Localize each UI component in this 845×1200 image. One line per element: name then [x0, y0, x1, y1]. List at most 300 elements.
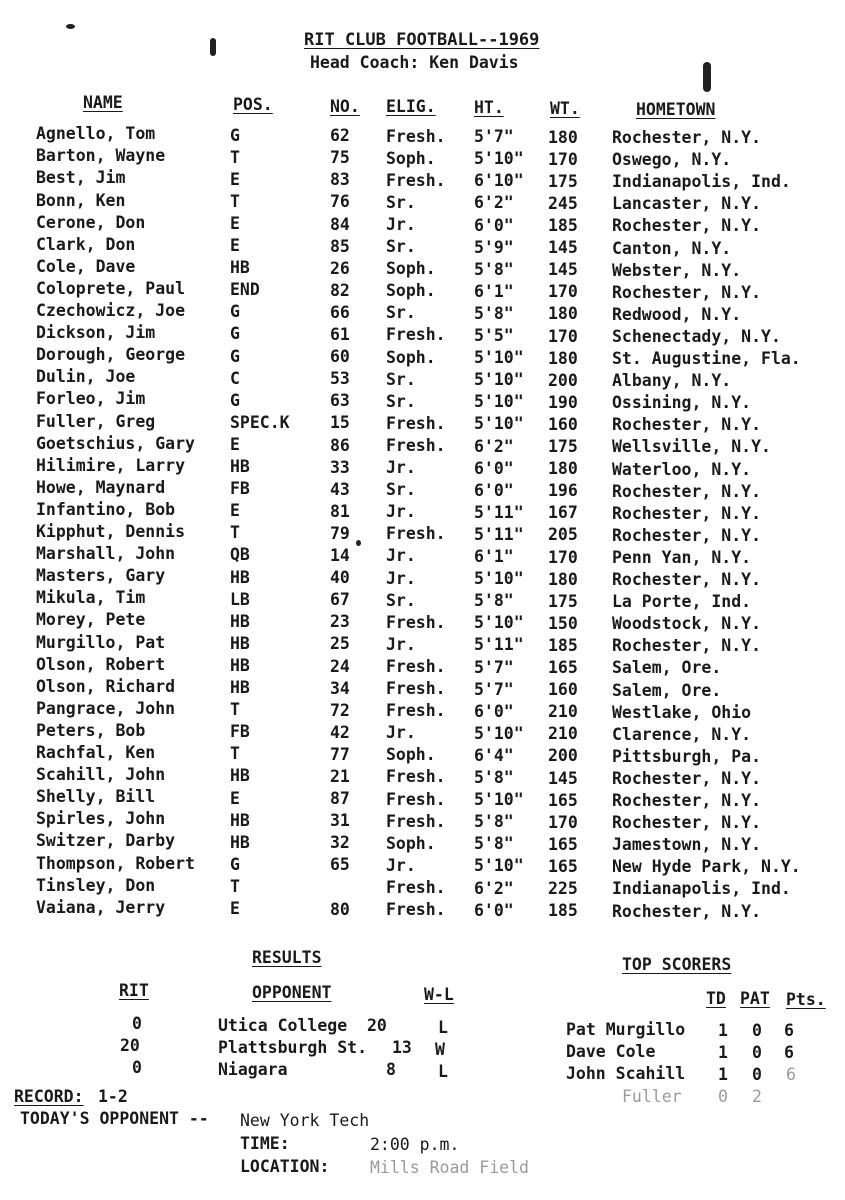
roster-cell-no: 34: [330, 678, 350, 698]
roster-cell-ht: 6'0": [474, 215, 514, 235]
roster-cell-no: 24: [330, 656, 350, 676]
roster-cell-wt: 170: [548, 547, 578, 567]
roster-cell-wt: 200: [548, 746, 578, 766]
roster-cell-wt: 200: [548, 370, 578, 390]
roster-cell-hometown: Indianapolis, Ind.: [612, 172, 791, 192]
roster-cell-no: 80: [330, 899, 350, 919]
roster-cell-no: 66: [330, 302, 350, 322]
roster-cell-name: Morey, Pete: [36, 610, 146, 630]
roster-cell-ht: 5'10": [474, 723, 524, 743]
roster-cell-name: Hilimire, Larry: [36, 455, 186, 475]
roster-cell-no: 82: [330, 280, 350, 300]
roster-row: [0, 145, 845, 170]
roster-cell-hometown: Wellsville, N.Y.: [612, 437, 771, 457]
roster-cell-ht: 5'11": [474, 635, 524, 655]
roster-cell-hometown: Lancaster, N.Y.: [612, 194, 762, 214]
roster-cell-name: Cole, Dave: [36, 256, 136, 276]
roster-row: [0, 830, 845, 855]
roster-row: [0, 808, 845, 833]
roster-cell-pos: FB: [230, 722, 250, 742]
roster-cell-name: Shelly, Bill: [36, 787, 156, 807]
roster-cell-wt: 180: [548, 304, 578, 324]
scorer-1-pts: 6: [784, 1021, 794, 1040]
roster-cell-no: 26: [330, 258, 350, 278]
header-no: NO.: [330, 97, 360, 116]
scorers-col-pts: Pts.: [786, 990, 826, 1009]
roster-cell-ht: 5'10": [474, 613, 524, 633]
roster-cell-no: 31: [330, 811, 350, 831]
roster-row: [0, 455, 845, 477]
roster-cell-ht: 6'2": [474, 193, 514, 213]
roster-cell-elig: Sr.: [386, 192, 416, 212]
game-2-opp-score: 13: [392, 1038, 412, 1057]
roster-cell-wt: 165: [548, 658, 578, 677]
roster-cell-wt: 167: [548, 503, 578, 523]
results-col-opponent: OPPONENT: [252, 983, 332, 1002]
roster-row: [0, 521, 845, 543]
header-elig: ELIG.: [386, 97, 436, 116]
roster-cell-ht: 5'10": [474, 149, 524, 169]
header-wt: WT.: [550, 99, 580, 118]
roster-cell-hometown: Rochester, N.Y.: [612, 282, 762, 302]
roster-row: [0, 786, 845, 811]
scorer-3-name: John Scahill: [566, 1064, 686, 1083]
roster-cell-ht: 5'9": [474, 237, 514, 257]
roster-cell-pos: E: [230, 236, 240, 256]
roster-row: [0, 234, 845, 256]
record-label: RECORD:: [14, 1087, 84, 1106]
roster-cell-elig: Jr.: [386, 723, 416, 743]
roster-cell-hometown: Schenectady, N.Y.: [612, 326, 781, 346]
roster-cell-wt: 205: [548, 525, 578, 545]
ink-speck: [66, 24, 75, 29]
roster-cell-wt: 160: [548, 680, 578, 700]
roster-cell-wt: 180: [548, 348, 578, 368]
roster-cell-no: 72: [330, 700, 350, 720]
today-opponent-label: TODAY'S OPPONENT --: [20, 1109, 209, 1128]
roster-row: [0, 432, 845, 457]
roster-cell-name: Dorough, George: [36, 345, 186, 365]
roster-cell-name: Murgillo, Pat: [36, 632, 166, 652]
roster-cell-no: 33: [330, 457, 350, 477]
roster-cell-no: 32: [330, 833, 350, 853]
roster-cell-wt: 185: [548, 901, 578, 921]
roster-cell-hometown: Oswego, N.Y.: [612, 150, 732, 170]
roster-cell-hometown: New Hyde Park, N.Y.: [612, 857, 801, 877]
roster-cell-hometown: Clarence, N.Y.: [612, 724, 752, 744]
roster-row: [0, 499, 845, 521]
roster-cell-no: 65: [330, 855, 350, 875]
roster-row: [0, 477, 845, 499]
roster-cell-hometown: Rochester, N.Y.: [612, 791, 762, 811]
roster-cell-elig: Jr.: [386, 502, 416, 522]
roster-cell-elig: Soph.: [386, 745, 436, 765]
roster-cell-elig: Jr.: [386, 546, 416, 566]
roster-cell-elig: Jr.: [386, 634, 416, 654]
roster-cell-ht: 5'10": [474, 790, 524, 810]
roster-cell-hometown: Woodstock, N.Y.: [612, 614, 762, 634]
roster-row: [0, 344, 845, 369]
roster-cell-wt: 175: [548, 171, 578, 191]
roster-cell-wt: 150: [548, 613, 578, 633]
roster-cell-pos: T: [230, 147, 240, 167]
roster-cell-pos: HB: [230, 678, 250, 698]
game-2-wl: W: [435, 1040, 445, 1059]
scorer-2-td: 1: [718, 1043, 728, 1062]
roster-row: [0, 653, 845, 678]
roster-cell-ht: 5'10": [474, 370, 524, 390]
roster-cell-hometown: Rochester, N.Y.: [612, 481, 762, 501]
header-pos: POS.: [233, 95, 273, 114]
roster-cell-elig: Fresh.: [386, 435, 446, 455]
roster-row: [0, 852, 845, 877]
roster-cell-elig: Fresh.: [386, 900, 446, 920]
roster-cell-hometown: Rochester, N.Y.: [612, 216, 762, 236]
roster-cell-wt: 210: [548, 702, 578, 722]
roster-row: [0, 897, 845, 919]
roster-row: [0, 874, 845, 899]
roster-cell-ht: 5'8": [474, 812, 514, 832]
roster-cell-hometown: Indianapolis, Ind.: [612, 879, 791, 899]
roster-cell-pos: SPEC.K: [230, 412, 290, 432]
roster-cell-elig: Fresh.: [386, 126, 446, 146]
roster-cell-hometown: Salem, Ore.: [612, 658, 722, 678]
roster-cell-name: Fuller, Greg: [36, 411, 156, 431]
roster-row: [0, 300, 845, 322]
roster-cell-elig: Sr.: [386, 391, 416, 411]
roster-cell-wt: 170: [548, 326, 578, 346]
results-heading: RESULTS: [252, 948, 322, 967]
roster-cell-ht: 5'10": [474, 569, 524, 589]
roster-cell-no: 25: [330, 634, 350, 654]
scorer-1-td: 1: [718, 1021, 728, 1040]
roster-cell-name: Howe, Maynard: [36, 477, 166, 497]
roster-cell-name: Goetschius, Gary: [36, 433, 195, 453]
top-scorers-heading: TOP SCORERS: [622, 955, 732, 974]
location-label: LOCATION:: [240, 1157, 330, 1176]
roster-cell-wt: 145: [548, 260, 578, 280]
roster-cell-no: 85: [330, 236, 350, 256]
roster-cell-no: 79: [330, 523, 350, 543]
roster-cell-no: 63: [330, 391, 350, 411]
roster-cell-pos: HB: [230, 655, 250, 675]
roster-cell-hometown: Webster, N.Y.: [612, 260, 742, 280]
roster-cell-pos: E: [230, 501, 240, 521]
header-hometown: HOMETOWN: [636, 100, 716, 119]
roster-cell-name: Masters, Gary: [36, 566, 166, 586]
roster-cell-elig: Sr.: [386, 480, 416, 500]
roster-cell-hometown: Penn Yan, N.Y.: [612, 547, 752, 567]
game-3-wl: L: [438, 1062, 448, 1081]
scorer-2-name: Dave Cole: [566, 1042, 656, 1061]
roster-cell-hometown: Waterloo, N.Y.: [612, 459, 752, 479]
roster-cell-pos: G: [230, 390, 240, 410]
roster-cell-hometown: Rochester, N.Y.: [612, 525, 762, 545]
roster-cell-elig: Fresh.: [386, 789, 446, 809]
roster-row: [0, 123, 845, 148]
roster-cell-pos: T: [230, 744, 240, 764]
roster-cell-name: Dulin, Joe: [36, 367, 136, 387]
roster-cell-hometown: Rochester, N.Y.: [612, 415, 762, 435]
game-1-opp-score: 20: [367, 1016, 387, 1035]
roster-cell-no: 60: [330, 347, 350, 367]
roster-cell-elig: Fresh.: [386, 612, 446, 632]
roster-row: [0, 278, 845, 300]
roster-cell-elig: Soph.: [386, 347, 436, 367]
roster-cell-ht: 5'5": [474, 326, 514, 346]
roster-row: [0, 587, 845, 612]
roster-cell-name: Czechowicz, Joe: [36, 301, 186, 321]
roster-cell-no: 23: [330, 612, 350, 632]
roster-cell-ht: 6'1": [474, 547, 514, 567]
roster-cell-ht: 5'8": [474, 591, 514, 611]
roster-cell-elig: Jr.: [386, 214, 416, 234]
roster-cell-ht: 6'0": [474, 480, 514, 500]
roster-cell-hometown: Pittsburgh, Pa.: [612, 746, 762, 766]
roster-cell-name: Rachfal, Ken: [36, 743, 156, 763]
roster-cell-wt: 170: [548, 282, 578, 302]
scorer-2-pts: 6: [784, 1043, 794, 1062]
roster-cell-wt: 245: [548, 193, 578, 213]
roster-cell-pos: E: [230, 788, 240, 808]
roster-cell-elig: Fresh.: [386, 170, 446, 190]
roster-cell-elig: Fresh.: [386, 413, 446, 433]
roster-cell-pos: HB: [230, 258, 250, 278]
roster-cell-pos: C: [230, 368, 240, 388]
game-3-opponent: Niagara: [218, 1060, 288, 1079]
roster-cell-elig: Fresh.: [386, 701, 446, 721]
time-label: TIME:: [240, 1134, 290, 1153]
roster-cell-no: 53: [330, 369, 350, 389]
game-2-opponent: Plattsburgh St.: [218, 1038, 368, 1057]
roster-cell-hometown: Rochester, N.Y.: [612, 813, 762, 833]
roster-cell-name: Thompson, Robert: [36, 853, 195, 873]
page-title: RIT CLUB FOOTBALL--1969: [304, 30, 540, 50]
roster-cell-elig: Soph.: [386, 148, 436, 168]
roster-cell-elig: Sr.: [386, 237, 416, 257]
game-2-rit: 20: [120, 1036, 140, 1055]
roster-cell-pos: HB: [230, 810, 250, 830]
roster-row: [0, 366, 845, 391]
scorer-1-name: Pat Murgillo: [566, 1020, 686, 1039]
location-value: Mills Road Field: [370, 1158, 529, 1177]
roster-cell-elig: Soph.: [386, 281, 436, 301]
roster-cell-wt: 170: [548, 812, 578, 832]
scorer-3-td: 1: [718, 1065, 728, 1084]
roster-cell-pos: FB: [230, 479, 250, 499]
roster-cell-name: Scahill, John: [36, 765, 166, 785]
roster-cell-wt: 145: [548, 768, 578, 788]
header-name: NAME: [83, 93, 123, 112]
roster-cell-name: Cerone, Don: [36, 212, 146, 232]
roster-cell-name: Clark, Don: [36, 234, 136, 254]
roster-cell-name: Mikula, Tim: [36, 588, 146, 608]
roster-cell-no: 77: [330, 744, 350, 764]
roster-cell-hometown: Albany, N.Y.: [612, 371, 732, 391]
scorer-4-pat: 2: [752, 1087, 762, 1106]
roster-cell-pos: LB: [230, 589, 250, 609]
scorer-1-pat: 0: [752, 1021, 762, 1040]
roster-cell-pos: END: [230, 280, 260, 300]
roster-cell-elig: Jr.: [386, 855, 416, 875]
roster-row: [0, 256, 845, 278]
roster-cell-name: Agnello, Tom: [36, 124, 156, 144]
roster-cell-ht: 5'10": [474, 856, 524, 876]
roster-cell-pos: T: [230, 523, 240, 543]
roster-cell-name: Peters, Bob: [36, 720, 146, 740]
roster-row: [0, 720, 845, 742]
roster-cell-wt: 196: [548, 481, 578, 501]
roster-cell-name: Coloprete, Paul: [36, 278, 186, 298]
roster-cell-no: 67: [330, 590, 350, 610]
scorer-4-name: Fuller: [622, 1087, 682, 1106]
roster-cell-pos: G: [230, 346, 240, 366]
roster-cell-ht: 5'7": [474, 657, 514, 677]
roster-cell-elig: Sr.: [386, 590, 416, 610]
roster-cell-hometown: Canton, N.Y.: [612, 238, 732, 258]
game-3-opp-score: 8: [386, 1060, 396, 1079]
roster-cell-pos: T: [230, 876, 240, 896]
roster-cell-ht: 6'2": [474, 878, 514, 898]
roster-cell-name: Switzer, Darby: [36, 831, 176, 851]
roster-cell-name: Dickson, Jim: [36, 323, 156, 343]
roster-row: [0, 167, 845, 192]
roster-cell-no: 14: [330, 546, 350, 566]
roster-row: [0, 609, 845, 634]
scorers-col-pat: PAT: [740, 989, 770, 1008]
game-3-rit: 0: [132, 1058, 142, 1077]
roster-cell-name: Kipphut, Dennis: [36, 522, 186, 542]
roster-row: [0, 565, 845, 590]
roster-cell-wt: 185: [548, 635, 578, 655]
roster-cell-name: Tinsley, Don: [36, 875, 156, 895]
roster-cell-pos: HB: [230, 832, 250, 852]
roster-cell-hometown: Salem, Ore.: [612, 680, 722, 700]
roster-cell-ht: 5'7": [474, 127, 514, 147]
roster-cell-wt: 165: [548, 790, 578, 810]
roster-cell-no: 81: [330, 501, 350, 521]
roster-cell-ht: 5'11": [474, 502, 524, 522]
roster-cell-wt: 180: [548, 127, 578, 147]
roster-row: [0, 676, 845, 698]
roster-cell-no: 15: [330, 413, 350, 433]
roster-cell-no: 76: [330, 192, 350, 212]
roster-row: [0, 742, 845, 764]
roster-row: [0, 698, 845, 720]
ink-speck: [703, 62, 711, 92]
roster-cell-wt: 170: [548, 149, 578, 169]
scorer-4-td: 0: [718, 1087, 728, 1106]
roster-cell-pos: QB: [230, 545, 250, 565]
roster-cell-elig: Fresh.: [386, 811, 446, 831]
roster-cell-no: 61: [330, 325, 350, 345]
scorer-3-pts: 6: [786, 1065, 796, 1084]
roster-cell-elig: Jr.: [386, 568, 416, 588]
roster-cell-pos: T: [230, 191, 240, 211]
roster-row: [0, 631, 845, 656]
game-1-wl: L: [438, 1018, 448, 1037]
roster-cell-pos: E: [230, 899, 240, 919]
roster-cell-elig: Sr.: [386, 369, 416, 389]
roster-row: [0, 211, 845, 236]
roster-cell-ht: 6'0": [474, 701, 514, 721]
record-value: 1-2: [98, 1087, 128, 1106]
ink-speck: [210, 38, 216, 56]
roster-cell-ht: 5'10": [474, 392, 524, 412]
roster-cell-ht: 5'8": [474, 303, 514, 323]
roster-cell-pos: HB: [230, 457, 250, 477]
roster-cell-pos: HB: [230, 611, 250, 631]
roster-cell-wt: 160: [548, 414, 578, 434]
roster-cell-elig: Soph.: [386, 833, 436, 853]
roster-cell-ht: 5'11": [474, 524, 524, 544]
roster-cell-hometown: Jamestown, N.Y.: [612, 835, 762, 855]
roster-cell-wt: 185: [548, 216, 578, 235]
roster-cell-elig: Fresh.: [386, 524, 446, 544]
roster-cell-wt: 165: [548, 834, 578, 854]
results-col-wl: W-L: [424, 985, 454, 1004]
roster-row: [0, 388, 845, 413]
roster-cell-pos: G: [230, 125, 240, 145]
roster-cell-no: 42: [330, 722, 350, 742]
roster-cell-name: Best, Jim: [36, 168, 126, 188]
roster-cell-elig: Soph.: [386, 259, 436, 279]
roster-cell-hometown: Rochester, N.Y.: [612, 503, 762, 523]
roster-cell-name: Vaiana, Jerry: [36, 897, 166, 917]
roster-cell-wt: 175: [548, 437, 578, 456]
time-value: 2:00 p.m.: [370, 1135, 460, 1154]
roster-cell-elig: Jr.: [386, 458, 416, 478]
roster-cell-ht: 6'10": [474, 171, 524, 191]
roster-cell-pos: G: [230, 324, 240, 344]
roster-cell-ht: 5'8": [474, 834, 514, 854]
game-1-opponent: Utica College: [218, 1016, 348, 1035]
roster-cell-hometown: Rochester, N.Y.: [612, 768, 762, 788]
roster-cell-pos: HB: [230, 567, 250, 587]
roster-cell-elig: Fresh.: [386, 325, 446, 345]
roster-cell-ht: 6'0": [474, 900, 514, 920]
roster-cell-wt: 225: [548, 879, 578, 898]
roster-cell-no: 84: [330, 214, 350, 234]
roster-cell-pos: HB: [230, 633, 250, 653]
roster-cell-no: 75: [330, 148, 350, 168]
header-ht: HT.: [474, 98, 504, 117]
roster-cell-wt: 210: [548, 724, 578, 744]
roster-cell-ht: 6'0": [474, 458, 514, 478]
roster-cell-hometown: Rochester, N.Y.: [612, 636, 762, 656]
roster-cell-wt: 145: [548, 238, 578, 258]
game-1-rit: 0: [132, 1014, 142, 1033]
roster-cell-hometown: Rochester, N.Y.: [612, 901, 762, 921]
roster-row: [0, 189, 845, 214]
roster-cell-ht: 5'10": [474, 348, 524, 368]
roster-cell-wt: 190: [548, 392, 578, 412]
roster-cell-hometown: Ossining, N.Y.: [612, 393, 752, 413]
scorer-2-pat: 0: [752, 1043, 762, 1062]
roster-cell-name: Olson, Robert: [36, 654, 166, 674]
roster-cell-ht: 6'4": [474, 745, 514, 765]
roster-row: [0, 410, 845, 435]
roster-cell-pos: T: [230, 700, 240, 720]
scorers-col-td: TD: [706, 989, 726, 1008]
roster-cell-no: 87: [330, 789, 350, 809]
roster-cell-ht: 5'7": [474, 679, 514, 699]
roster-cell-name: Barton, Wayne: [36, 146, 166, 166]
roster-cell-name: Spirles, John: [36, 809, 166, 829]
roster-cell-ht: 5'10": [474, 414, 524, 434]
roster-cell-pos: G: [230, 302, 240, 322]
roster-cell-pos: E: [230, 213, 240, 233]
